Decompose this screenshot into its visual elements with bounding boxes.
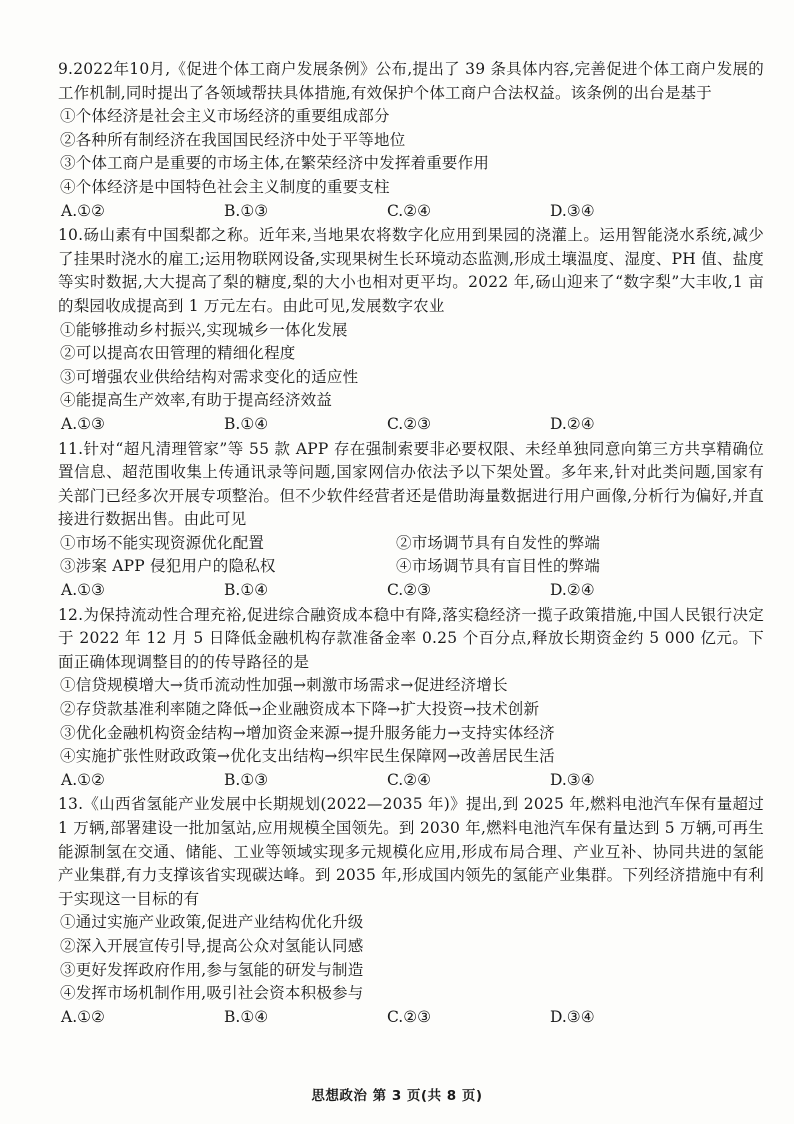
option-item-4: ④市场调节具有盲目性的弊端: [396, 557, 601, 576]
question-9: [58, 58, 764, 223]
question-stem: 13.《山西省氢能产业发展中长期规划(2022—2035 年)》提出,到 2025 年,燃料电池汽车保有量超过 1 万辆,部署建设一批加氢站,应用规模全国领先。到 2030 年,燃料电池汽车保有量达到 5 万辆,可再生能源制氢在交通、储能、工业等领域实现多元规模化应用,形成布局合理、产业互补、协同共进的氢能产业集群,有力支撑该省实现碳达峰。到 2035 年,形成国内领先的氢能产业集群。下列经济措施中有利于实现这一目标的有: [58, 795, 764, 908]
option-item-2: ②可以提高农田管理的精细化程度: [60, 344, 296, 363]
option-items-grid: [58, 532, 764, 579]
question-stem: 12.为保持流动性合理充裕,促进综合融资成本稳中有降,落实稳经济一揽子政策措施,中国人民银行决定于 2022 年 12 月 5 日降低金融机构存款准备金率 0.25 个百分点,释放长期资金约 5 000 亿元。下面正确体现调整目的的传导路径的是: [58, 605, 764, 671]
choice-c: C.②③: [387, 581, 432, 600]
choice-d: D.②④: [550, 414, 595, 433]
option-item-4: ④能提高生产效率,有助于提高经济效益: [60, 391, 333, 410]
choice-c: C.②④: [387, 201, 432, 220]
option-item-1: ①个体经济是社会主义市场经济的重要组成部分: [60, 107, 390, 126]
question-11: [58, 438, 764, 603]
question-10: [58, 224, 764, 436]
question-12: [58, 604, 764, 793]
option-item-2: ②深入开展宣传引导,提高公众对氢能认同感: [60, 936, 364, 955]
choice-b: B.①③: [224, 201, 269, 220]
option-item-3: ③个体工商户是重要的市场主体,在繁荣经济中发挥着重要作用: [60, 154, 490, 173]
choice-a: A.①②: [61, 201, 105, 220]
option-item-1: ①通过实施产业政策,促进产业结构优化升级: [60, 913, 364, 932]
option-item-1: ①能够推动乡村振兴,实现城乡一体化发展: [60, 320, 348, 339]
option-item-4: ④发挥市场机制作用,吸引社会资本积极参与: [60, 984, 364, 1003]
answer-choices: [58, 413, 764, 437]
choice-b: B.①③: [224, 770, 269, 789]
choice-d: D.②④: [550, 581, 595, 600]
answer-choices: [58, 200, 764, 224]
option-item-3: ③优化金融机构资金结构→增加资金来源→提升服务能力→支持实体经济: [60, 723, 555, 742]
option-item-2: ②市场调节具有自发性的弊端: [396, 533, 601, 552]
choice-c: C.②④: [387, 770, 432, 789]
option-item-1: ①市场不能实现资源优化配置: [60, 533, 265, 552]
option-item-2: ②存贷款基准利率随之降低→企业融资成本下降→扩大投资→技术创新: [60, 700, 540, 719]
choice-d: D.③④: [550, 770, 595, 789]
choice-b: B.①④: [224, 1007, 269, 1026]
choice-a: A.①③: [61, 414, 105, 433]
question-stem: 9.2022年10月,《促进个体工商户发展条例》公布,提出了 39 条具体内容,完善促进个体工商户发展的工作机制,同时提出了各领域帮扶具体措施,有效保护个体工商户合法权益。该条例的出台是基于: [58, 60, 764, 102]
option-item-2: ②各种所有制经济在我国国民经济中处于平等地位: [60, 130, 406, 149]
choice-b: B.①④: [224, 581, 269, 600]
choice-a: A.①②: [61, 770, 105, 789]
question-13: [58, 793, 764, 1029]
answer-choices: [58, 579, 764, 603]
choice-c: C.②③: [387, 414, 432, 433]
option-item-4: ④实施扩张性财政政策→优化支出结构→织牢民生保障网→改善居民生活: [60, 747, 555, 766]
choice-b: B.①④: [224, 414, 269, 433]
choice-a: A.①②: [61, 1007, 105, 1026]
question-stem: 10.砀山素有中国梨都之称。近年来,当地果农将数字化应用到果园的浇灌上。运用智能浇水系统,减少了挂果时浇水的雇工;运用物联网设备,实现果树生长环境动态监测,形成土壤温度、湿度、PH 值、盐度等实时数据,大大提高了梨的糖度,梨的大小也相对更平均。2022 年,砀山迎来了“数字梨”大丰收,1 亩的梨园收成提高到 1 万元左右。由此可见,发展数字农业: [58, 226, 764, 315]
question-stem: 11.针对“超凡清理管家”等 55 款 APP 存在强制索要非必要权限、未经单独同意向第三方共享精确位置信息、超范围收集上传通讯录等问题,国家网信办依法予以下架处置。多年来,针对此类问题,国家有关部门已经多次开展专项整治。但不少软件经营者还是借助海量数据进行用户画像,分析行为偏好,并直接进行数据出售。由此可见: [58, 439, 764, 529]
option-item-3: ③涉案 APP 侵犯用户的隐私权: [60, 557, 276, 576]
choice-c: C.②③: [387, 1007, 432, 1026]
answer-choices: [58, 1006, 764, 1030]
choice-a: A.①③: [61, 581, 105, 600]
option-item-3: ③更好发挥政府作用,参与氢能的研发与制造: [60, 960, 364, 979]
choice-d: D.③④: [550, 1007, 595, 1026]
choice-d: D.③④: [550, 201, 595, 220]
answer-choices: [58, 769, 764, 793]
question-list: [58, 58, 764, 1030]
option-item-1: ①信贷规模增大→货币流动性加强→刺激市场需求→促进经济增长: [60, 676, 508, 695]
option-item-4: ④个体经济是中国特色社会主义制度的重要支柱: [60, 177, 390, 196]
page-footer: 思想政治 第 3 页(共 8 页): [311, 1088, 483, 1104]
option-item-3: ③可增强农业供给结构对需求变化的适应性: [60, 367, 359, 386]
